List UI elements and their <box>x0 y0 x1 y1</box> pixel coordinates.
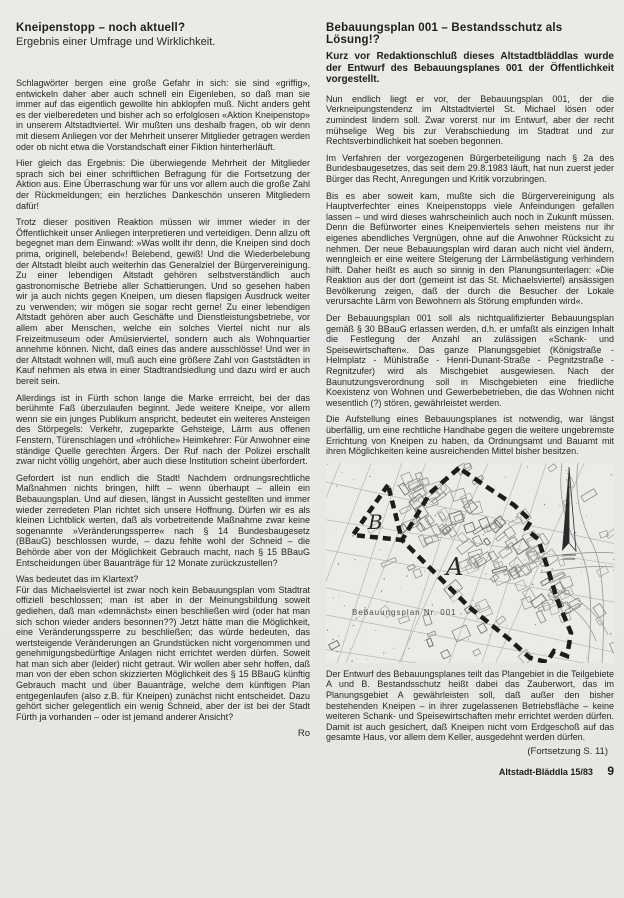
map-label-b: B <box>368 509 383 534</box>
paragraph: Trotz dieser positiven Reaktion müssen wir immer wieder in der Öffentlichkeit unser Anliegen interpretieren und verteidigen. Denn allzu oft begegnet man dem Einwand: »Was wollt ihr denn, die Kneipen sind doch prima, originell, belebend«! Belebend, gewiß! Und die Wiederbelebung der Altstadt bleibt auch weiterhin das Generalziel der Bürgervereinigung. Zu einer lebendigen Altstadt gehören selbstverständlich auch gastronomische Betriebe aller Schattierungen. Und so gesehen haben wir ja auch nichts gegen Kneipen, um diesen flapsigen Ausdruck weiter zu verwenden; wir mögen sie sogar recht gerne! Zu einer lebendigen Altstadt gehören aber auch Geschäfte und Dienstleistungsbetriebe, vor allem aber Menschen, welche ein solches Viertel nicht nur als Freizeitmuseum oder Amüsierviertel, sondern auch als Wohnquartier annehme können. Nicht, daß eines das andere ausschlösse! Und wer in der Altstadt wohnen will, muß auch eine größere Zahl von Gaststädten in Kauf nehmen als etwa in einer Stadtrandsiedlung und dazu wird er auch bereit sein. <box>16 217 310 387</box>
paragraph: Für das Michaelsviertel ist zwar noch kein Bebauungsplan vom Stadtrat offiziell beschlossen; man ist aber in der Meinungsbildung soweit gediehen, daß man «demnächst» einen beschließen wird (oder hat man sich schon wieder anders besonnen??) Jetzt hätte man die Möglichkeit, eine Veränderungssperre zu beschließen; das würde bedeuten, das wertsteigende Veränderungen an Grundstücken nicht vorgenommen und genehmigungsbedürftige Anlagen nicht errichtet werden dürfen. Soweit hat man sich aber (leider) nicht getraut. Wir wollen aber sehr hoffen, daß man von der eben schon skizzierten Möglichkeit des § 15 BBauG künftig Gebrauch macht und über Bauanträge, welche dem künftigen Plan entgegenlaufen (also z.B. für Kneipen) zunächst nicht entscheidet. Dazu gehört sicher gelegentlich ein wenig Schneid, aber der ist bei der Stadt Fürth ja vorhanden – oder ist jemand anderer Ansicht? <box>16 584 310 722</box>
journal-issue-label: Altstadt-Bläddla 15/83 <box>498 766 593 777</box>
continuation-note: (Fortsetzung S. 11) <box>527 745 608 757</box>
paragraph: Allerdings ist in Fürth schon lange die Marke errreicht, bei der das berühmte Faß überzulaufen beginnt. Jede weitere Kneipe, vor allem wenn sie ein junges Publikum anspricht, bedeutet ein weiteres Ansteigen des Störpegels: Verkehr, zugeparkte Gehsteige, Lärm aus offenen Fenstern, Türenschlagen und «fröhliche» Heimkehrer: Für Anwohner eine ständige Quelle gerechten Ärgers. Der Ruf nach der Polizei erschallt zwar nicht völlig ungehört, aber auch diese Institution scheint überfordert. <box>16 392 310 467</box>
plan-map-figure <box>326 463 614 663</box>
article-kneipenstopp <box>16 22 310 739</box>
article-bebauungsplan <box>326 22 614 780</box>
paragraph: Schlagwörter bergen eine große Gefahr in sich: sie sind «griffig», entwickeln daher aber auch schnell ein Eigenleben, so daß man sie immer auf das eigentlich gewollte hin abklopfen muß. Nicht anders geht es der vielberedeten und bisher ach so erfolglosen «Aktion Kneipenstop» in unserem Altstadtviertel. Wir mußten uns deshalb fragen, ob wir denn mit diesem Anliegen vor der Mehrheit unserer Mitglieder getragen werden oder ob nicht etwa die Vorstandschaft einer Fiktion hinterherläuft. <box>16 78 310 152</box>
article-lead: Kurz vor Redaktionschluß dieses Altstadtbläddlas wurde der Entwurf des Bebauungsplanes 001 der Öffentlichkeit vorgestellt. <box>326 51 614 86</box>
paragraph: Hier gleich das Ergebnis: Die überwiegende Mehrheit der Mitglieder sprach sich bei einer schriftlichen Befragung für die Fortsetzung der Aktion aus. Eine Überraschung war für uns vor allem auch die große Zahl der Rückmeldungen; ein herzliches Dankeschön unseren Mitgliedern dafür! <box>16 158 310 211</box>
plan-map <box>326 463 614 663</box>
paragraph: Der Bebauungsplan 001 soll als nichtqualifizierter Bebauungsplan gemäß § 30 BBauG erlassen werden, d.h. er umfaßt als einzigen Inhalt die Festlegung der Anzahl an zulässigen «Schank- und Speisewirtschaften«. Das ganze Planungsgebiet (Königstraße - Helmplatz - Mühlstraße - Henri-Dunant-Straße - Pegnitzstraße - Regnitzufer) wird als Mischgebiet ausgewiesen. Nach der Baunutzungsverordnung soll in Mischgebieten eine friedliche Koexistenz von Wohnen und Gewerbebetrieben, die das Wohnen nicht wesentlich (?) stören, gewährleistet werden. <box>326 313 614 408</box>
map-label-a: A <box>446 552 464 581</box>
paragraph: Nun endlich liegt er vor, der Bebauungsplan 001, der die Verkneipungstendenz im Altstadtviertel St. Michael lösen oder zumindest lindern soll. Zwar vorerst nur im Entwurf, aber der recht mühselige Weg bis zur Verabschiedung im Stadtrat und zur Rechtsverbindlichkeit hat soeben begonnen. <box>326 93 614 147</box>
paragraph: Bis es aber soweit kam, mußte sich die Bürgervereinigung als Hauptverfechter eines Kneipenstopps viele Anfeindungen gefallen lassen – und wird dieses wahrscheinlich auch noch in Zukunft müssen. Denn die Befürworter eines Kneipenviertels sehen meistens nur ihr eigenes abendliches Vergnügen, ohne auf die Anwohner Rücksicht zu nehmen. Der neue Bebauungsplan wird daran auch nicht viel ändern, wenngleich er eine weitere Steigerung der Lärmbelästigung verhindern hilft. Daher heißt es auch so sinnig in den Planungsunterlagen: «Die Reaktion aus der dort (gemeint ist das St. Michaelsviertel) ansässigen Bevölkerung zeigen, daß der durch die Besucher der Lokale verursachte Lärm von Bewohnern als Störung empfunden wird«. <box>326 190 614 307</box>
page-footer <box>326 762 614 780</box>
map-caption: Der Entwurf des Bebauungsplanes teilt das Plangebiet in die Teilgebiete A und B. Bestandsschutz heißt dabei das Zauberwort, das im Planungsgebiet A gewährleisten soll, daß außer den bisher bestehenden Kneipen – in ihrer zugelassenen Betriebsfläche – keine weiteren Schank- und Speisewirtschaften mehr errichtet werden dürfen. Damit ist auch gesichert, daß Kneipen nicht vom Erdgeschoß auf das gesamte Haus, vor allem dem Keller, ausgedehnt werden dürfen. <box>326 668 614 743</box>
paragraph: Die Aufstellung eines Bebauungsplanes ist notwendig, war längst überfällig, um eine rechtliche Handhabe gegen die weitere ungebremste Errichtung von Kneipen zu haben, da Ordnungsamt und Bauamt mit ihren Möglichkeiten keine ausreichenden Mittel bisher besitzen. <box>326 414 614 457</box>
paragraph: Gefordert ist nun endlich die Stadt! Nachdem ordnungsrechtliche Maßnahmen nichts bringen, hilft – wenn überhaupt – allein ein Bebauungsplan. Und auf diesen, längst in Aussicht gestellten und immer wieder zerredeten Plan richtet sich unsere Hoffnung. Dürfen wir es als kleinen Lichtblick werten, daß als vorbetreitende Maßnahme zwar keine sogenannte »Veränderungssperre« nach § 14 Bundesbaugesetz (BBauG) beschlossen wurde, – dazu fehlte wohl der Schneid – die Behörde aber von der Möglichkeit Gebrauch macht, nach § 15 BBauG Entscheidungen über Bauanträge für 12 Monate zurückzustellen? <box>16 472 310 568</box>
article-title-left: Kneipenstopp – noch aktuell? <box>16 22 186 34</box>
byline: Ro <box>297 728 310 740</box>
paragraph: Im Verfahren der vorgezogenen Bürgerbeteiligung nach § 2a des Bundesbaugesetzes, das seit dem 29.8.1983 läuft, hat nun zuerst jeder Bürger das Recht, Anregungen und Kritik vorzubringen. <box>326 152 614 184</box>
map-plan-label: Bebauungsplan Nr. 001 <box>352 607 457 617</box>
page-number: 9 <box>607 763 614 778</box>
paragraph-question: Was bedeutet das im Klartext? <box>16 574 139 585</box>
article-title-right: Bebauungsplan 001 – Bestandsschutz als Lösung!? <box>326 22 563 46</box>
article-subtitle-left: Ergebnis einer Umfrage und Wirklichkeit. <box>16 36 216 48</box>
